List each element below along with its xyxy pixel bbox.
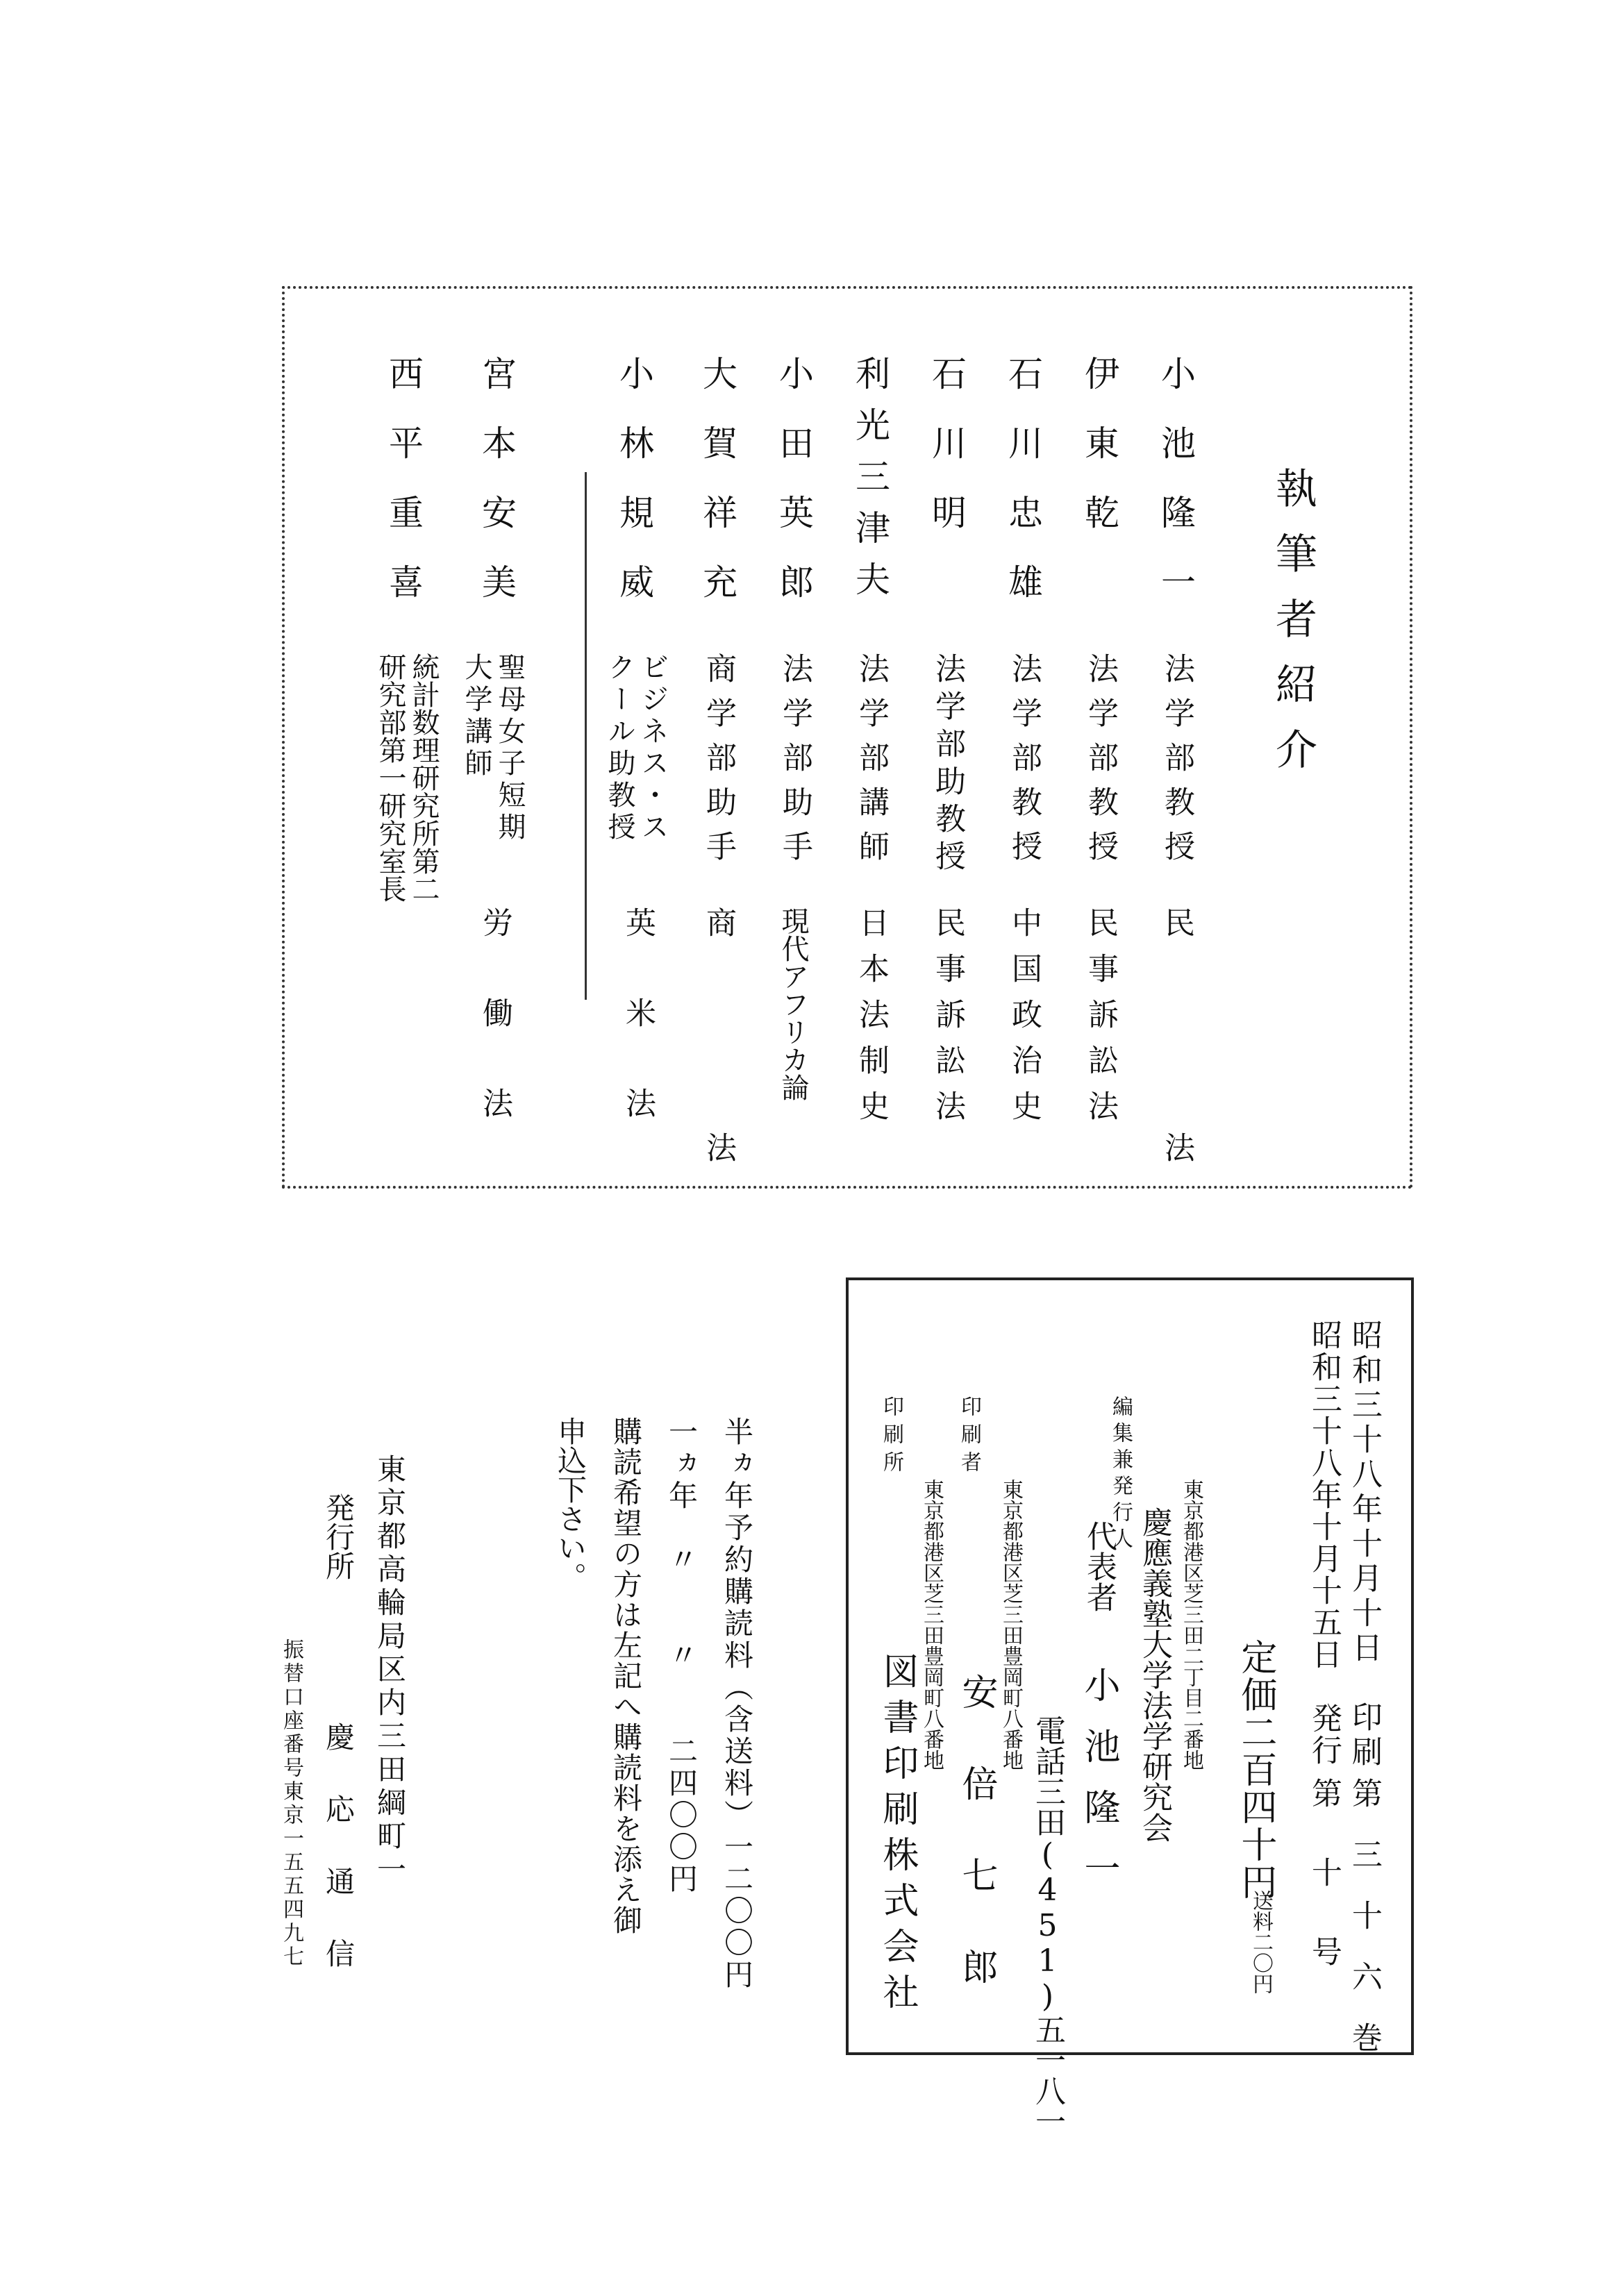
print-house-label: 印刷所 (879, 1396, 903, 1479)
author-subject: 労働法 (477, 907, 512, 1178)
divider (585, 472, 587, 1000)
editor-label: 編集兼発行人 (1108, 1396, 1133, 1554)
author-subject: 民事訴訟法 (1083, 907, 1118, 1136)
subscription-half-year: 半ヵ年予約購読料（含送料）一二〇〇円 (720, 1416, 754, 1991)
author-name: 宮本安美 (476, 355, 517, 633)
print-house-name: 図書印刷株式会社 (876, 1652, 918, 2019)
author-position: 統計数理研究所第二 (408, 653, 440, 903)
publisher-address: 東京都高輪局区内三田綱町一 (373, 1454, 407, 1887)
representative-name: 小池隆一 (1078, 1666, 1119, 1911)
author-name: 小田英郎 (774, 355, 814, 633)
editor-address: 東京都港区芝三田二丁目二番地 (1179, 1479, 1203, 1770)
printer-name: 安倍七郎 (956, 1673, 997, 2040)
postage: 送料二〇円 (1249, 1890, 1273, 1994)
author-name: 石川明 (926, 355, 967, 564)
subscription-note: 申込下さい。 (553, 1416, 587, 1591)
author-position: クール助教授 (603, 653, 635, 844)
author-position: 法学部教授 (1159, 653, 1194, 875)
publisher-name: 慶応通信 (322, 1722, 356, 2011)
print-date: 昭和三十八年十月十日 印刷 (1346, 1319, 1382, 1770)
author-position: 聖母女子短期 (494, 653, 526, 844)
author-name: 大賀祥充 (697, 355, 737, 633)
author-name: 伊東乾 (1079, 355, 1119, 564)
author-subject: 民法 (1159, 907, 1194, 1357)
author-name: 小林規威 (614, 355, 654, 633)
authors-title: 執筆者紹介 (1269, 467, 1317, 793)
author-name: 小池隆一 (1156, 355, 1196, 633)
author-position: 大学講師 (460, 653, 492, 780)
author-subject: 現代アフリカ論 (777, 907, 809, 1101)
subscription-one-year: 一ヵ年 〃 〃 二四〇〇円 (665, 1416, 699, 1895)
author-subject: 英米法 (620, 907, 656, 1178)
author-subject: 商法 (701, 907, 736, 1357)
editor-org: 慶應義塾大学法学研究会 (1137, 1507, 1172, 1843)
author-subject: 日本法制史 (853, 907, 889, 1136)
author-name: 石川忠雄 (1003, 355, 1043, 633)
authors-section (282, 286, 1412, 1189)
issue-date: 昭和三十八年十月十五日 発行 (1306, 1319, 1342, 1766)
author-position: 法学部講師 (853, 653, 889, 875)
publisher-label: 発行所 (322, 1493, 356, 1580)
phone: 電話三田(451)五一八一 (1030, 1715, 1065, 2136)
author-position: 法学部教授 (1006, 653, 1042, 875)
author-subject: 民事訴訟法 (930, 907, 965, 1136)
author-name: 利光三津夫 (850, 355, 890, 612)
author-name: 西平重喜 (383, 355, 424, 633)
subscription-note: 購読希望の方は左記へ購読料を添え御 (609, 1416, 643, 1936)
author-subject: 中国政治史 (1006, 907, 1042, 1136)
representative-label: 代表者 (1081, 1520, 1117, 1612)
publisher-account: 振替口座番号東京一五五四九七 (279, 1639, 303, 1969)
author-position: 法学部助教授 (930, 653, 965, 878)
author-position: 商学部助手 (701, 653, 736, 875)
author-position: 研究部第一研究室長 (374, 653, 406, 903)
price: 定価二百四十円 (1235, 1639, 1276, 1901)
author-position: 法学部教授 (1083, 653, 1118, 875)
number: 第十号 (1306, 1777, 1342, 2015)
print-house-address: 東京都港区芝三田豊岡町八番地 (919, 1479, 944, 1770)
author-position: 法学部助手 (777, 653, 812, 875)
volume: 第三十六巻 (1346, 1777, 1382, 2083)
printer-address: 東京都港区芝三田豊岡町八番地 (999, 1479, 1023, 1770)
author-position: ビジネス・ス (637, 653, 669, 844)
printer-label: 印刷者 (957, 1396, 981, 1479)
